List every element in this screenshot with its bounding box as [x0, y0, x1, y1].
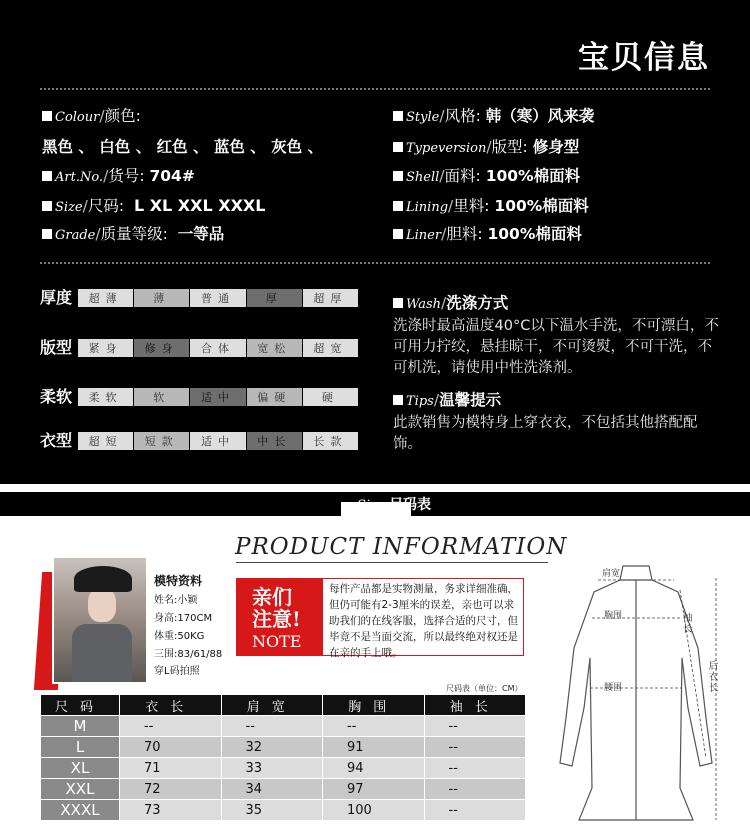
measure-cell: -- — [425, 779, 526, 799]
note-badge-text: 亲们 注意! — [252, 585, 301, 631]
spec-shell: Shell/面料: 100%棉面料 — [393, 164, 580, 186]
attribute-option: 长款 — [303, 432, 358, 450]
page-title: 宝贝信息 — [578, 40, 710, 76]
size-cell: XL — [41, 758, 119, 778]
diagram-label-sleeve: 袖长 — [680, 612, 691, 634]
diagram-label-shoulder: 肩宽 — [602, 569, 621, 579]
bullet-square-icon — [42, 201, 52, 211]
attribute-option: 宽松 — [247, 339, 303, 357]
measure-cell: 70 — [120, 737, 221, 757]
table-row — [41, 779, 525, 799]
measure-cell: 73 — [120, 800, 221, 820]
garment-diagram — [548, 558, 738, 828]
attribute-option: 合体 — [190, 339, 246, 357]
title-underline — [236, 562, 548, 563]
attribute-label: 衣型 — [40, 431, 73, 450]
spec-colors-list: 黑色 、 白色 、 红色 、 蓝色 、 灰色 、 — [42, 138, 324, 156]
table-row — [41, 737, 525, 757]
size-table — [40, 694, 526, 821]
spec-colour: Colour/颜色: — [42, 104, 141, 126]
size-table-header: 肩宽 — [222, 695, 323, 715]
attribute-label: 版型 — [40, 338, 73, 357]
bullet-square-icon — [393, 298, 403, 308]
model-wears-size: 穿L码拍照 — [154, 666, 200, 677]
bullet-square-icon — [393, 171, 403, 181]
model-heading: 模特资料 — [154, 574, 203, 588]
attribute-label: 柔软 — [40, 387, 73, 406]
size-banner-label: Size 尺码表 — [357, 497, 432, 513]
attribute-scale — [78, 289, 358, 307]
note-badge-en: NOTE — [252, 632, 302, 651]
attribute-option: 薄 — [134, 289, 190, 307]
bullet-square-icon — [393, 229, 403, 239]
diagram-label-length: 后衣长 — [706, 660, 717, 693]
note-badge — [236, 578, 322, 656]
product-information-title: PRODUCT INFORMATION — [235, 534, 568, 560]
bullet-square-icon — [42, 229, 52, 239]
measure-cell: -- — [425, 716, 526, 736]
size-cell: M — [41, 716, 119, 736]
model-height: 身高:170CM — [154, 613, 213, 624]
wash-text: 洗涤时最高温度40°C以下温水手洗，不可漂白，不可用力拧绞，悬挂晾干，不可烫熨，不可干洗，不可机洗，请使用中性洗涤剂。 — [393, 318, 719, 376]
model-weight: 体重:50KG — [154, 631, 205, 642]
model-photo — [52, 556, 148, 684]
attribute-option: 短款 — [134, 432, 190, 450]
measure-cell: 72 — [120, 779, 221, 799]
measure-cell: 35 — [222, 800, 323, 820]
attribute-option-selected: 厚 — [247, 289, 303, 307]
size-table-header: 尺码 — [41, 695, 119, 715]
divider — [40, 88, 710, 90]
bullet-square-icon — [42, 171, 52, 181]
note-text: 每件产品都是实物测量，务求详细准确，但仍可能有2-3厘米的误差，亲也可以求助我们的在线客服，选择合适的尺寸，但毕竟不是当面交流，所以最终绝对权还是在亲的手上哦。 — [322, 578, 524, 656]
measure-cell: 94 — [323, 758, 424, 778]
bullet-square-icon — [393, 142, 403, 152]
measure-cell: 33 — [222, 758, 323, 778]
model-photo-body — [72, 624, 132, 682]
attribute-option: 超短 — [78, 432, 134, 450]
divider — [40, 262, 710, 264]
measure-cell: -- — [120, 716, 221, 736]
tips-text: 此款销售为模特身上穿衣衣，不包括其他搭配配饰。 — [393, 415, 698, 452]
size-table-header: 衣长 — [120, 695, 221, 715]
attribute-option: 紧身 — [78, 339, 134, 357]
bullet-square-icon — [393, 395, 403, 405]
tips-heading: Tips/温馨提示 — [393, 388, 501, 410]
table-row — [41, 800, 525, 820]
measure-cell: 100 — [323, 800, 424, 820]
measure-cell: -- — [425, 800, 526, 820]
attribute-option: 普通 — [190, 289, 246, 307]
model-photo-face — [88, 588, 116, 622]
attribute-option-selected: 适中 — [190, 388, 246, 406]
size-cell: L — [41, 737, 119, 757]
spec-artno: Art.No./货号: 704# — [42, 164, 195, 186]
attribute-option: 硬 — [303, 388, 358, 406]
measure-cell: 32 — [222, 737, 323, 757]
spec-liner: Liner/胆料: 100%棉面料 — [393, 222, 582, 244]
attribute-label: 厚度 — [40, 288, 73, 307]
spec-style: Style/风格: 韩（寒）风来袭 — [393, 104, 594, 126]
model-name: 姓名:小颖 — [154, 595, 198, 606]
measure-cell: 71 — [120, 758, 221, 778]
spec-grade: Grade/质量等级: 一等品 — [42, 222, 224, 244]
attribute-option: 偏硬 — [247, 388, 303, 406]
attribute-option: 软 — [134, 388, 190, 406]
diagram-label-waist: 腰围 — [604, 683, 623, 693]
measure-cell: -- — [323, 716, 424, 736]
bullet-square-icon — [393, 111, 403, 121]
spec-size: Size/尺码: L XL XXL XXXL — [42, 194, 265, 216]
measure-cell: 34 — [222, 779, 323, 799]
attribute-scale — [78, 339, 358, 357]
measure-cell: -- — [222, 716, 323, 736]
attribute-scale — [78, 432, 358, 450]
spec-lining: Lining/里料: 100%棉面料 — [393, 194, 589, 216]
measure-cell: 91 — [323, 737, 424, 757]
attribute-option-selected: 修身 — [134, 339, 190, 357]
bullet-square-icon — [393, 201, 403, 211]
attribute-option: 超宽 — [303, 339, 358, 357]
attribute-option: 适中 — [190, 432, 246, 450]
model-photo-hat — [74, 566, 132, 592]
size-cell: XXL — [41, 779, 119, 799]
diagram-label-chest: 胸围 — [604, 611, 623, 621]
wash-heading: Wash/洗涤方式 — [393, 291, 508, 313]
size-table-header: 胸围 — [323, 695, 424, 715]
attribute-option: 超薄 — [78, 289, 134, 307]
attribute-option-selected: 中长 — [247, 432, 303, 450]
size-table-header: 袖长 — [425, 695, 526, 715]
model-measurements: 三围:83/61/88 — [154, 649, 223, 660]
table-row — [41, 758, 525, 778]
unit-note: 尺码表（单位：CM） — [446, 684, 523, 693]
measure-cell: 97 — [323, 779, 424, 799]
measure-cell: -- — [425, 758, 526, 778]
size-cell: XXXL — [41, 800, 119, 820]
bullet-square-icon — [42, 111, 52, 121]
attribute-option: 超厚 — [303, 289, 358, 307]
attribute-option: 柔软 — [78, 388, 134, 406]
attribute-scale — [78, 388, 358, 406]
measure-cell: -- — [425, 737, 526, 757]
spec-version: Typeversion/版型: 修身型 — [393, 135, 579, 157]
table-row — [41, 716, 525, 736]
